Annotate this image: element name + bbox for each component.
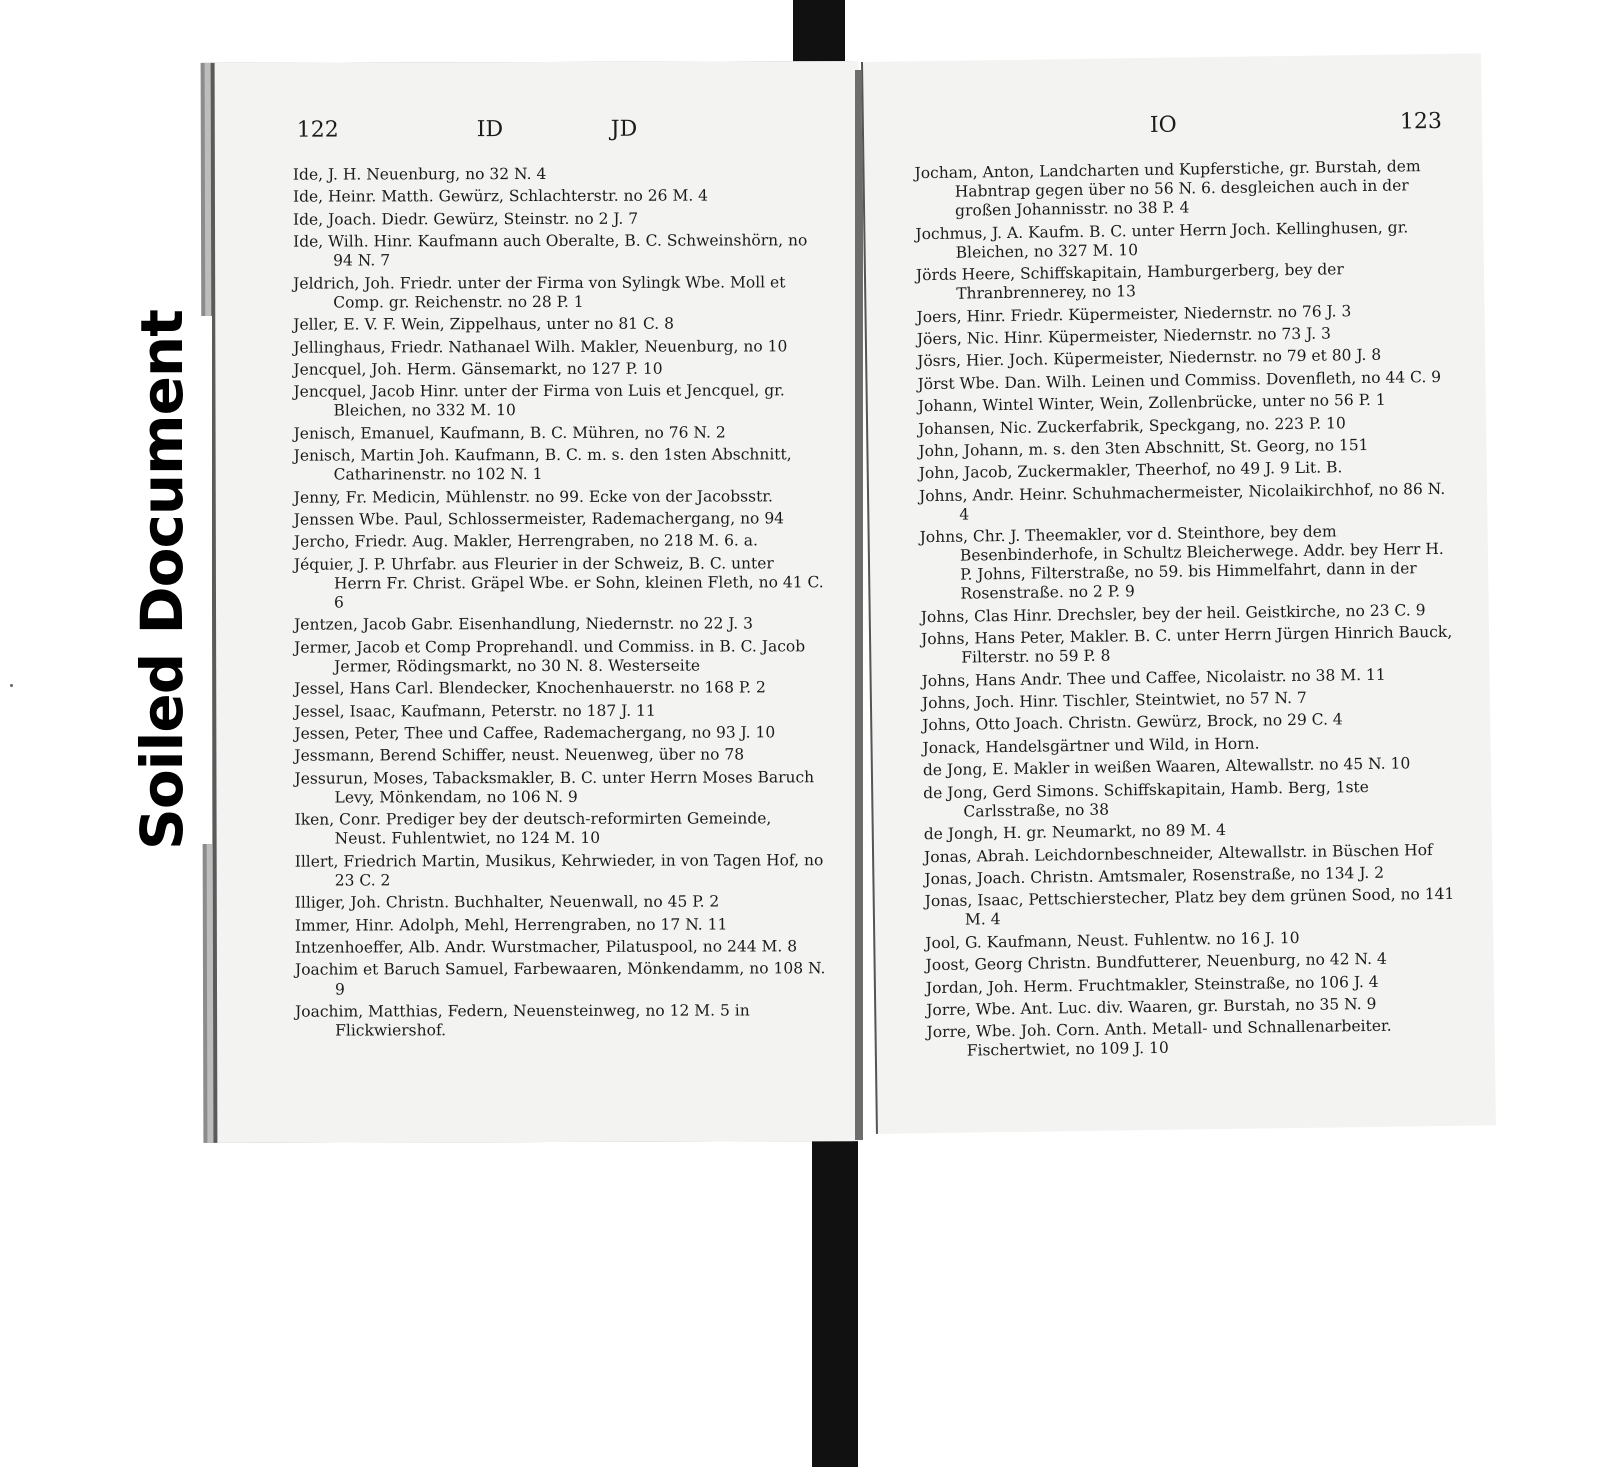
directory-entry: Jonack, Handelsgärtner und Wild, in Horn. bbox=[922, 734, 1260, 758]
directory-entry: Jentzen, Jacob Gabr. Eisenhandlung, Niedernstr. no 22 J. 3 bbox=[294, 614, 754, 635]
right-page-header bbox=[864, 108, 1482, 149]
left-page-header bbox=[215, 116, 859, 150]
right-entry-list bbox=[914, 157, 1467, 1065]
directory-entry: Jessel, Hans Carl. Blendecker, Knochenhauerstr. no 168 P. 2 bbox=[294, 678, 766, 698]
directory-entry: Joachim et Baruch Samuel, Farbewaaren, Mönkendamm, no 108 N. 9 bbox=[294, 959, 826, 999]
directory-entry: Jencquel, Jacob Hinr. unter der Firma von Luis et Jencquel, gr. Bleichen, no 332 M. 10 bbox=[293, 381, 785, 420]
directory-entry: Jenny, Fr. Medicin, Mühlenstr. no 99. Ecke von der Jacobsstr. bbox=[293, 487, 773, 507]
directory-entry: Jorre, Wbe. Ant. Luc. div. Waaren, gr. Burstah, no 35 N. 9 bbox=[926, 994, 1377, 1020]
right-running-head: IO bbox=[1149, 112, 1177, 138]
directory-entry: Immer, Hinr. Adolph, Mehl, Herrengraben, no 17 N. 11 bbox=[294, 915, 728, 935]
book-spine-bottom bbox=[812, 1125, 858, 1467]
directory-entry: Jenisch, Emanuel, Kaufmann, B. C. Mühren, no 76 N. 2 bbox=[293, 423, 726, 443]
directory-entry: Jenisch, Martin Joh. Kaufmann, B. C. m. s. den 1sten Abschnitt, Catharinenstr. no 102 N. 1 bbox=[293, 445, 792, 484]
directory-entry: Jonas, Abrah. Leichdornbeschneider, Altewallstr. in Büschen Hof bbox=[923, 840, 1433, 866]
directory-entry: John, Jacob, Zuckermakler, Theerhof, no 49 J. 9 Lit. B. bbox=[918, 458, 1343, 483]
directory-entry: Johns, Clas Hinr. Drechsler, bey der heil. Geistkirche, no 23 C. 9 bbox=[920, 601, 1426, 627]
directory-entry: John, Johann, m. s. den 3ten Abschnitt, St. Georg, no 151 bbox=[918, 435, 1369, 461]
directory-entry: Ide, Joach. Diedr. Gewürz, Steinstr. no 2 J. 7 bbox=[292, 209, 639, 229]
directory-entry: Jonas, Isaac, Pettschierstecher, Platz bey dem grünen Sood, no 141 M. 4 bbox=[924, 885, 1455, 930]
directory-entry: Jercho, Friedr. Aug. Makler, Herrengraben, no 218 M. 6. a. bbox=[293, 531, 758, 552]
directory-entry: Illert, Friedrich Martin, Musikus, Kehrwieder, in von Tagen Hof, no 23 C. 2 bbox=[294, 851, 824, 890]
left-page-number: 122 bbox=[296, 117, 339, 143]
directory-entry: Jéquier, J. P. Uhrfabr. aus Fleurier in der Schweiz, B. C. unter Herrn Fr. Christ. Gräpel Wbe. er Sohn, kleinen Fleth, no 41 C. 6 bbox=[293, 554, 824, 612]
right-page-number: 123 bbox=[1399, 108, 1443, 135]
directory-entry: Jonas, Joach. Christn. Amtsmaler, Rosenstraße, no 134 J. 2 bbox=[924, 863, 1385, 889]
directory-entry: Johansen, Nic. Zuckerfabrik, Speckgang, no. 223 P. 10 bbox=[918, 413, 1346, 438]
directory-entry: Joost, Georg Christn. Bundfutterer, Neuenburg, no 42 N. 4 bbox=[925, 949, 1387, 975]
left-entry-list bbox=[293, 164, 827, 1044]
directory-entry: de Jong, E. Makler in weißen Waaren, Altewallstr. no 45 N. 10 bbox=[922, 754, 1411, 780]
directory-entry: Joers, Hinr. Friedr. Küpermeister, Niedernstr. no 76 J. 3 bbox=[916, 301, 1352, 326]
dust-speck bbox=[10, 684, 13, 687]
directory-entry: Jösrs, Hier. Joch. Küpermeister, Niedernstr. no 79 et 80 J. 8 bbox=[917, 346, 1382, 371]
directory-entry: Jochmus, J. A. Kaufm. B. C. unter Herrn Joch. Kellinghusen, gr. Bleichen, no 327 M. 10 bbox=[915, 217, 1409, 262]
left-running-head-right: JD bbox=[610, 116, 638, 142]
directory-entry: Jeldrich, Joh. Friedr. unter der Firma von Sylingk Wbe. Moll et Comp. gr. Reichenstr. no 28 P. 1 bbox=[293, 273, 786, 312]
directory-entry: Illiger, Joh. Christn. Buchhalter, Neuenwall, no 45 P. 2 bbox=[294, 892, 720, 912]
directory-entry: Johns, Hans Peter, Makler. B. C. unter Herrn Jürgen Hinrich Bauck, Filterstr. no 59 P. 8 bbox=[920, 623, 1453, 667]
directory-entry: Intzenhoeffer, Alb. Andr. Wurstmacher, Pilatuspool, no 244 M. 8 bbox=[294, 937, 798, 957]
left-running-head-left: ID bbox=[476, 117, 504, 143]
directory-entry: Jool, G. Kaufmann, Neust. Fuhlentw. no 16 J. 10 bbox=[925, 928, 1300, 952]
directory-entry: Jocham, Anton, Landcharten und Kupferstiche, gr. Burstah, dem Habntrap gegen über no 56 N. 6. desgleichen auch in der großen Johannisstr. no 38 P. 4 bbox=[914, 157, 1421, 220]
directory-entry: Jessel, Isaac, Kaufmann, Peterstr. no 187 J. 11 bbox=[294, 701, 656, 721]
directory-entry: Johann, Wintel Winter, Wein, Zollenbrücke, unter no 56 P. 1 bbox=[917, 390, 1386, 416]
directory-entry: Jermer, Jacob et Comp Proprehandl. und Commiss. in B. C. Jacob Jermer, Rödingsmarkt, no 30 N. 8. Westerseite bbox=[294, 637, 806, 676]
directory-entry: Jellinghaus, Friedr. Nathanael Wilh. Makler, Neuenburg, no 10 bbox=[293, 336, 788, 357]
directory-entry: Johns, Otto Joach. Christn. Gewürz, Brock, no 29 C. 4 bbox=[922, 710, 1343, 735]
directory-entry: Johns, Joch. Hinr. Tischler, Steintwiet, no 57 N. 7 bbox=[921, 688, 1307, 713]
directory-entry: Jeller, E. V. F. Wein, Zippelhaus, unter no 81 C. 8 bbox=[293, 314, 675, 334]
directory-entry: Jorre, Wbe. Joh. Corn. Anth. Metall- und Schnallenarbeiter. Fischertwiet, no 109 J. 10 bbox=[926, 1017, 1392, 1061]
directory-entry: Jencquel, Joh. Herm. Gänsemarkt, no 127 P. 10 bbox=[293, 359, 663, 379]
directory-entry: Jörds Heere, Schiffskapitain, Hamburgerberg, bey der Thranbrennerey, no 13 bbox=[915, 260, 1344, 303]
soiled-document-label: Soiled Document bbox=[128, 310, 196, 850]
directory-entry: Jessmann, Berend Schiffer, neust. Neuenweg, über no 78 bbox=[294, 745, 745, 766]
directory-entry: Jörst Wbe. Dan. Wilh. Leinen und Commiss. Dovenfleth, no 44 C. 9 bbox=[917, 367, 1442, 393]
directory-entry: Jordan, Joh. Herm. Fruchtmakler, Steinstraße, no 106 J. 4 bbox=[925, 972, 1379, 997]
directory-entry: Ide, Heinr. Matth. Gewürz, Schlachterstr. no 26 M. 4 bbox=[292, 186, 709, 207]
directory-entry: Johns, Chr. J. Theemakler, vor d. Steinthore, bey dem Besenbinderhofe, in Schultz Bleicherwege. Addr. bey Herr H. P. Johns, Filterstraße, no 59. bis Himmelfahrt, dann in der Rosenstraße. no 2 P. 9 bbox=[919, 522, 1444, 604]
directory-entry: Jöers, Nic. Hinr. Küpermeister, Niedernstr. no 73 J. 3 bbox=[916, 324, 1331, 349]
left-page bbox=[211, 61, 862, 1143]
directory-entry: Iken, Conr. Prediger bey der deutsch-reformirten Gemeinde, Neust. Fuhlentwiet, no 124 M. 10 bbox=[294, 809, 772, 848]
directory-entry: Joachim, Matthias, Federn, Neuensteinweg, no 12 M. 5 in Flickwiershof. bbox=[295, 1001, 750, 1040]
directory-entry: Johns, Hans Andr. Thee und Caffee, Nicolaistr. no 38 M. 11 bbox=[921, 665, 1386, 690]
directory-entry: Johns, Andr. Heinr. Schuhmachermeister, Nicolaikirchhof, no 86 N. 4 bbox=[918, 479, 1446, 524]
directory-entry: Jessurun, Moses, Tabacksmakler, B. C. unter Herrn Moses Baruch Levy, Mönkendam, no 106 N. 9 bbox=[294, 768, 815, 807]
directory-entry: de Jong, Gerd Simons. Schiffskapitain, Hamb. Berg, 1ste Carlsstraße, no 38 bbox=[923, 777, 1370, 821]
directory-entry: Ide, J. H. Neuenburg, no 32 N. 4 bbox=[292, 164, 547, 184]
gutter bbox=[855, 70, 863, 1140]
directory-entry: Jenssen Wbe. Paul, Schlossermeister, Rademachergang, no 94 bbox=[293, 509, 785, 529]
right-page bbox=[861, 53, 1496, 1134]
directory-entry: Ide, Wilh. Hinr. Kaufmann auch Oberalte, B. C. Schweinshörn, no 94 N. 7 bbox=[293, 231, 808, 270]
directory-entry: de Jongh, H. gr. Neumarkt, no 89 M. 4 bbox=[923, 821, 1227, 844]
directory-entry: Jessen, Peter, Thee und Caffee, Rademachergang, no 93 J. 10 bbox=[294, 723, 776, 743]
